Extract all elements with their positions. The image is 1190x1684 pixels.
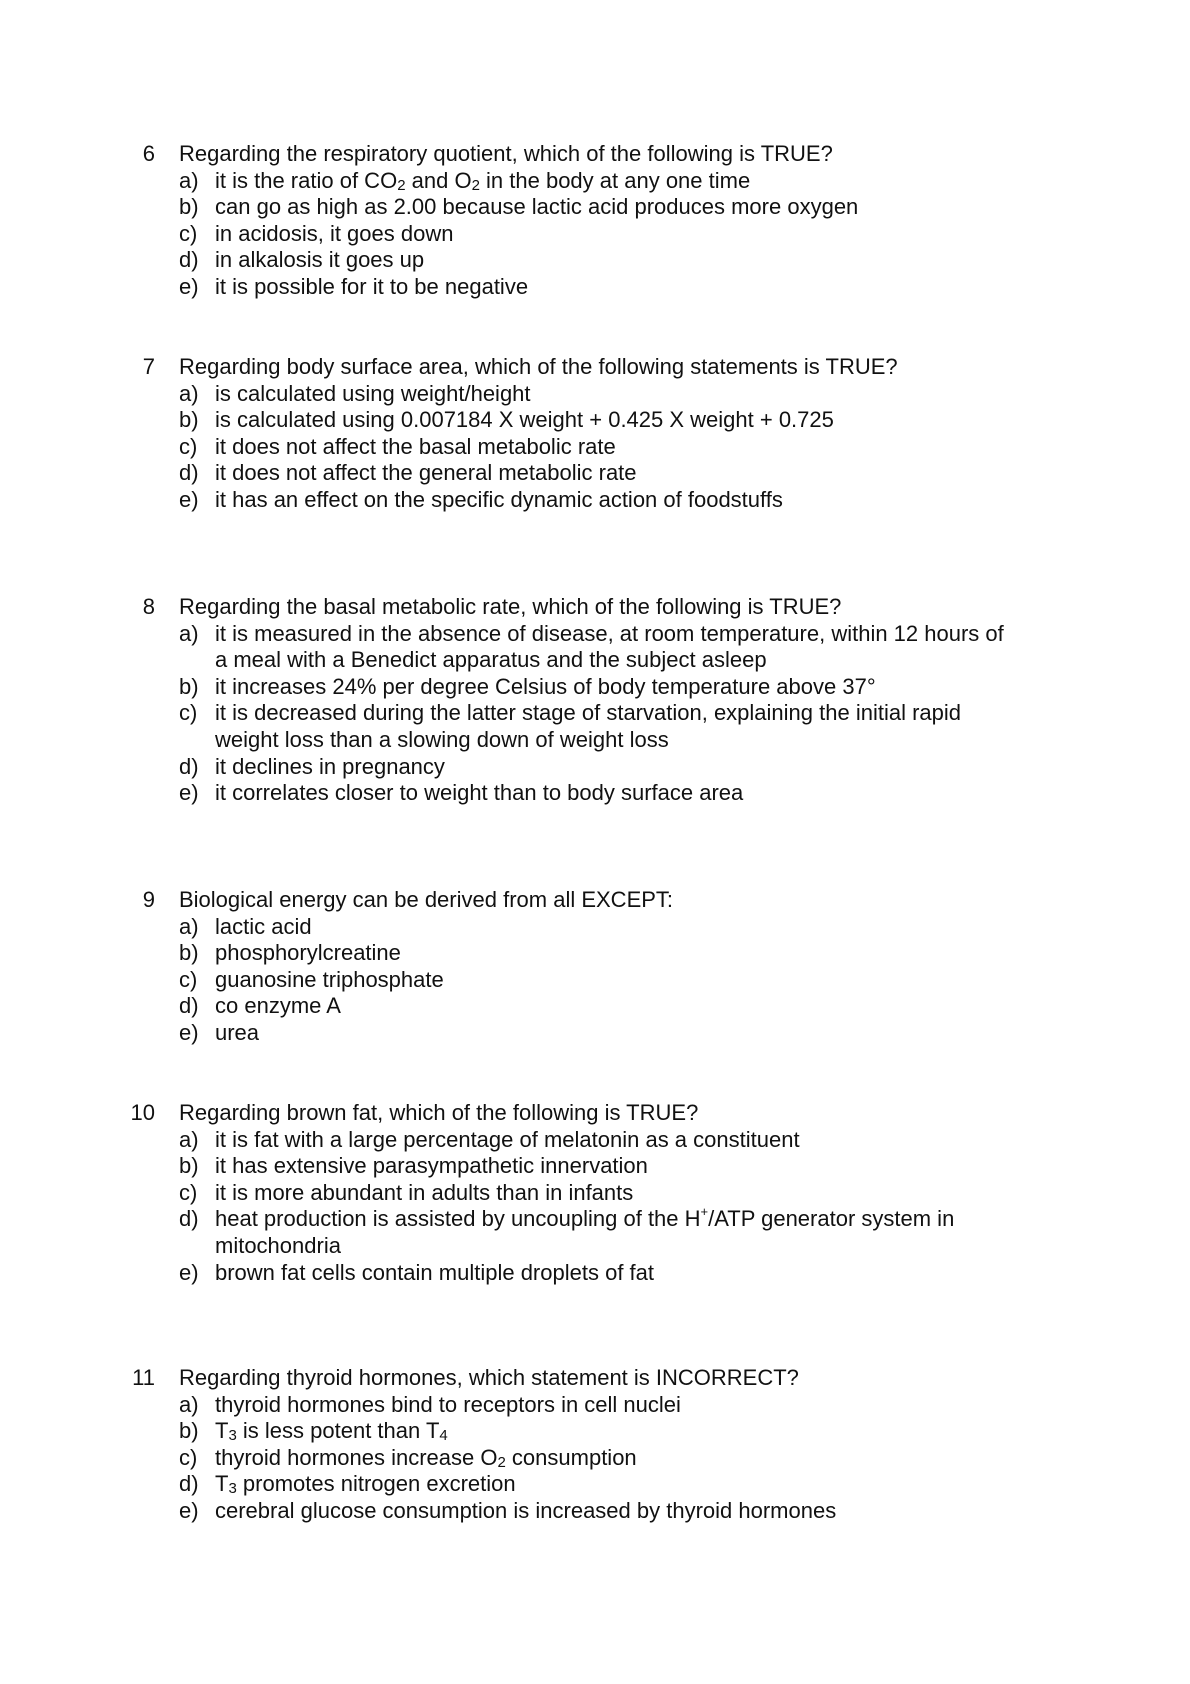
option-text	[215, 674, 1065, 701]
option-letter: b)	[179, 407, 199, 433]
text-run: and O	[405, 167, 472, 193]
option-e	[0, 274, 1190, 301]
option-b	[0, 194, 1190, 221]
option-text	[215, 1445, 1065, 1472]
option-letter: a)	[179, 1391, 199, 1417]
option-letter: e)	[179, 273, 199, 299]
question-stem: Regarding the basal metabolic rate, which of the following is TRUE?	[179, 594, 842, 619]
question-number: 8	[142, 594, 155, 619]
option-letter: a)	[179, 167, 199, 193]
option-letter: d)	[179, 247, 199, 273]
text-run: thyroid hormones increase O	[215, 1444, 498, 1470]
text-run: it has an effect on the specific dynamic action of foodstuffs	[215, 486, 783, 512]
option-text	[215, 940, 1065, 967]
option-d	[0, 754, 1190, 781]
option-letter: e)	[179, 1497, 199, 1523]
option-letter: b)	[179, 1418, 199, 1444]
question-10	[0, 1100, 1190, 1286]
option-b	[0, 1418, 1190, 1445]
question-number: 6	[142, 141, 155, 166]
question-6	[0, 141, 1190, 301]
option-text	[215, 754, 1065, 781]
question-stem: Regarding body surface area, which of the following statements is TRUE?	[179, 354, 898, 379]
option-text-line: weight loss than a slowing down of weight loss	[215, 726, 669, 752]
question-stem: Regarding thyroid hormones, which statement is INCORRECT?	[179, 1365, 799, 1390]
question-row	[0, 141, 1190, 168]
question-7	[0, 354, 1190, 514]
option-letter: c)	[179, 1179, 198, 1205]
subscript: 2	[397, 176, 406, 194]
option-a	[0, 381, 1190, 408]
subscript: 2	[471, 176, 480, 194]
option-letter: b)	[179, 940, 199, 966]
text-run: it has extensive parasympathetic innervation	[215, 1153, 648, 1179]
option-list	[0, 381, 1190, 514]
option-c	[0, 967, 1190, 994]
option-letter: d)	[179, 460, 199, 486]
question-number: 7	[142, 354, 155, 379]
option-text	[215, 434, 1065, 461]
option-letter: c)	[179, 966, 198, 992]
option-e	[0, 780, 1190, 807]
option-letter: c)	[179, 220, 198, 246]
option-b	[0, 674, 1190, 701]
option-d	[0, 993, 1190, 1020]
text-run: it increases 24% per degree Celsius of body temperature above 37°	[215, 673, 876, 699]
option-c	[0, 700, 1190, 753]
text-run: it is the ratio of CO	[215, 167, 398, 193]
option-d	[0, 1206, 1190, 1259]
option-text	[215, 1471, 1065, 1498]
option-text	[215, 1020, 1065, 1047]
text-run: in the body at any one time	[479, 167, 751, 193]
subscript: 4	[439, 1427, 448, 1445]
option-e	[0, 1498, 1190, 1525]
option-text-line: it is measured in the absence of disease, at room temperature, within 12 hours of	[215, 620, 1004, 646]
option-text	[215, 1180, 1065, 1207]
subscript: 3	[228, 1427, 237, 1445]
option-text	[215, 460, 1065, 487]
option-d	[0, 460, 1190, 487]
option-letter: a)	[179, 1126, 199, 1152]
text-run: it is more abundant in adults than in infants	[215, 1179, 634, 1205]
superscript: +	[700, 1204, 709, 1220]
option-letter: b)	[179, 673, 199, 699]
option-letter: c)	[179, 1444, 198, 1470]
text-run: T	[215, 1418, 229, 1444]
text-run: promotes nitrogen excretion	[236, 1471, 516, 1497]
text-run: phosphorylcreatine	[215, 940, 401, 966]
option-text	[215, 168, 1065, 195]
option-letter: e)	[179, 1019, 199, 1045]
option-letter: e)	[179, 1259, 199, 1285]
option-letter: c)	[179, 700, 198, 726]
option-a	[0, 621, 1190, 674]
text-run: in acidosis, it goes down	[215, 220, 454, 246]
option-list	[0, 621, 1190, 807]
option-e	[0, 487, 1190, 514]
option-a	[0, 1127, 1190, 1154]
question-stem: Regarding brown fat, which of the following is TRUE?	[179, 1100, 699, 1125]
option-text	[215, 487, 1065, 514]
option-letter: e)	[179, 780, 199, 806]
text-run: T	[215, 1471, 229, 1497]
text-run: thyroid hormones bind to receptors in cell nuclei	[215, 1391, 681, 1417]
option-letter: d)	[179, 993, 199, 1019]
option-text	[215, 780, 1065, 807]
option-letter: a)	[179, 380, 199, 406]
option-d	[0, 247, 1190, 274]
question-row	[0, 887, 1190, 914]
text-run: brown fat cells contain multiple droplets of fat	[215, 1259, 655, 1285]
option-text	[215, 381, 1065, 408]
option-text	[215, 194, 1065, 221]
question-number: 10	[130, 1100, 155, 1125]
option-text	[215, 1498, 1065, 1525]
option-letter: c)	[179, 433, 198, 459]
subscript: 3	[228, 1480, 237, 1498]
option-text	[215, 967, 1065, 994]
option-text	[215, 1260, 1065, 1287]
text-run: it correlates closer to weight than to body surface area	[215, 780, 744, 806]
option-text	[215, 221, 1065, 248]
text-run: it does not affect the basal metabolic rate	[215, 433, 616, 459]
text-run: it is fat with a large percentage of melatonin as a constituent	[215, 1126, 800, 1152]
option-b	[0, 1153, 1190, 1180]
option-a	[0, 1392, 1190, 1419]
question-8	[0, 594, 1190, 807]
question-row	[0, 1365, 1190, 1392]
question-row	[0, 1100, 1190, 1127]
text-run: heat production is assisted by uncoupling of the H	[215, 1206, 701, 1232]
text-run: is calculated using weight/height	[215, 380, 531, 406]
text-run: it declines in pregnancy	[215, 753, 445, 779]
text-run: /ATP generator system in	[708, 1206, 955, 1232]
question-number: 11	[132, 1365, 155, 1390]
text-run: is calculated using 0.007184 X weight + 0.425 X weight + 0.725	[215, 407, 834, 433]
question-row	[0, 354, 1190, 381]
text-run: can go as high as 2.00 because lactic acid produces more oxygen	[215, 194, 859, 220]
subscript: 2	[497, 1453, 506, 1471]
option-a	[0, 168, 1190, 195]
text-run: guanosine triphosphate	[215, 966, 444, 992]
option-letter: b)	[179, 194, 199, 220]
text-run: lactic acid	[215, 913, 312, 939]
option-text-line: it is decreased during the latter stage of starvation, explaining the initial rapid	[215, 700, 961, 726]
option-text	[215, 993, 1065, 1020]
question-stem: Biological energy can be derived from all EXCEPT:	[179, 887, 674, 912]
option-text	[215, 274, 1065, 301]
option-d	[0, 1471, 1190, 1498]
option-b	[0, 407, 1190, 434]
option-text-line: mitochondria	[215, 1232, 341, 1258]
question-row	[0, 594, 1190, 621]
option-e	[0, 1260, 1190, 1287]
option-text	[215, 1418, 1065, 1445]
option-list	[0, 168, 1190, 301]
option-text-line	[215, 1206, 1065, 1233]
option-b	[0, 940, 1190, 967]
text-run: in alkalosis it goes up	[215, 247, 425, 273]
option-letter: d)	[179, 1206, 199, 1232]
option-text	[215, 1127, 1065, 1154]
option-c	[0, 1445, 1190, 1472]
option-letter: b)	[179, 1153, 199, 1179]
option-text	[215, 407, 1065, 434]
option-text	[215, 247, 1065, 274]
option-c	[0, 434, 1190, 461]
text-run: urea	[215, 1019, 260, 1045]
option-letter: a)	[179, 913, 199, 939]
option-letter: d)	[179, 1471, 199, 1497]
option-c	[0, 221, 1190, 248]
option-e	[0, 1020, 1190, 1047]
option-text-line: a meal with a Benedict apparatus and the subject asleep	[215, 647, 767, 673]
option-list	[0, 1127, 1190, 1287]
option-c	[0, 1180, 1190, 1207]
option-list	[0, 914, 1190, 1047]
text-run: co enzyme A	[215, 993, 341, 1019]
text-run: cerebral glucose consumption is increased by thyroid hormones	[215, 1497, 837, 1523]
text-run: it is possible for it to be negative	[215, 273, 529, 299]
text-run: consumption	[505, 1444, 637, 1470]
option-a	[0, 914, 1190, 941]
question-stem: Regarding the respiratory quotient, which of the following is TRUE?	[179, 141, 833, 166]
text-run: is less potent than T	[236, 1418, 440, 1444]
option-list	[0, 1392, 1190, 1525]
option-text	[215, 1392, 1065, 1419]
option-letter: d)	[179, 753, 199, 779]
question-11	[0, 1365, 1190, 1525]
option-text	[215, 1153, 1065, 1180]
question-9	[0, 887, 1190, 1047]
text-run: it does not affect the general metabolic rate	[215, 460, 637, 486]
option-text	[215, 914, 1065, 941]
question-number: 9	[142, 887, 155, 912]
option-letter: e)	[179, 486, 199, 512]
option-letter: a)	[179, 620, 199, 646]
